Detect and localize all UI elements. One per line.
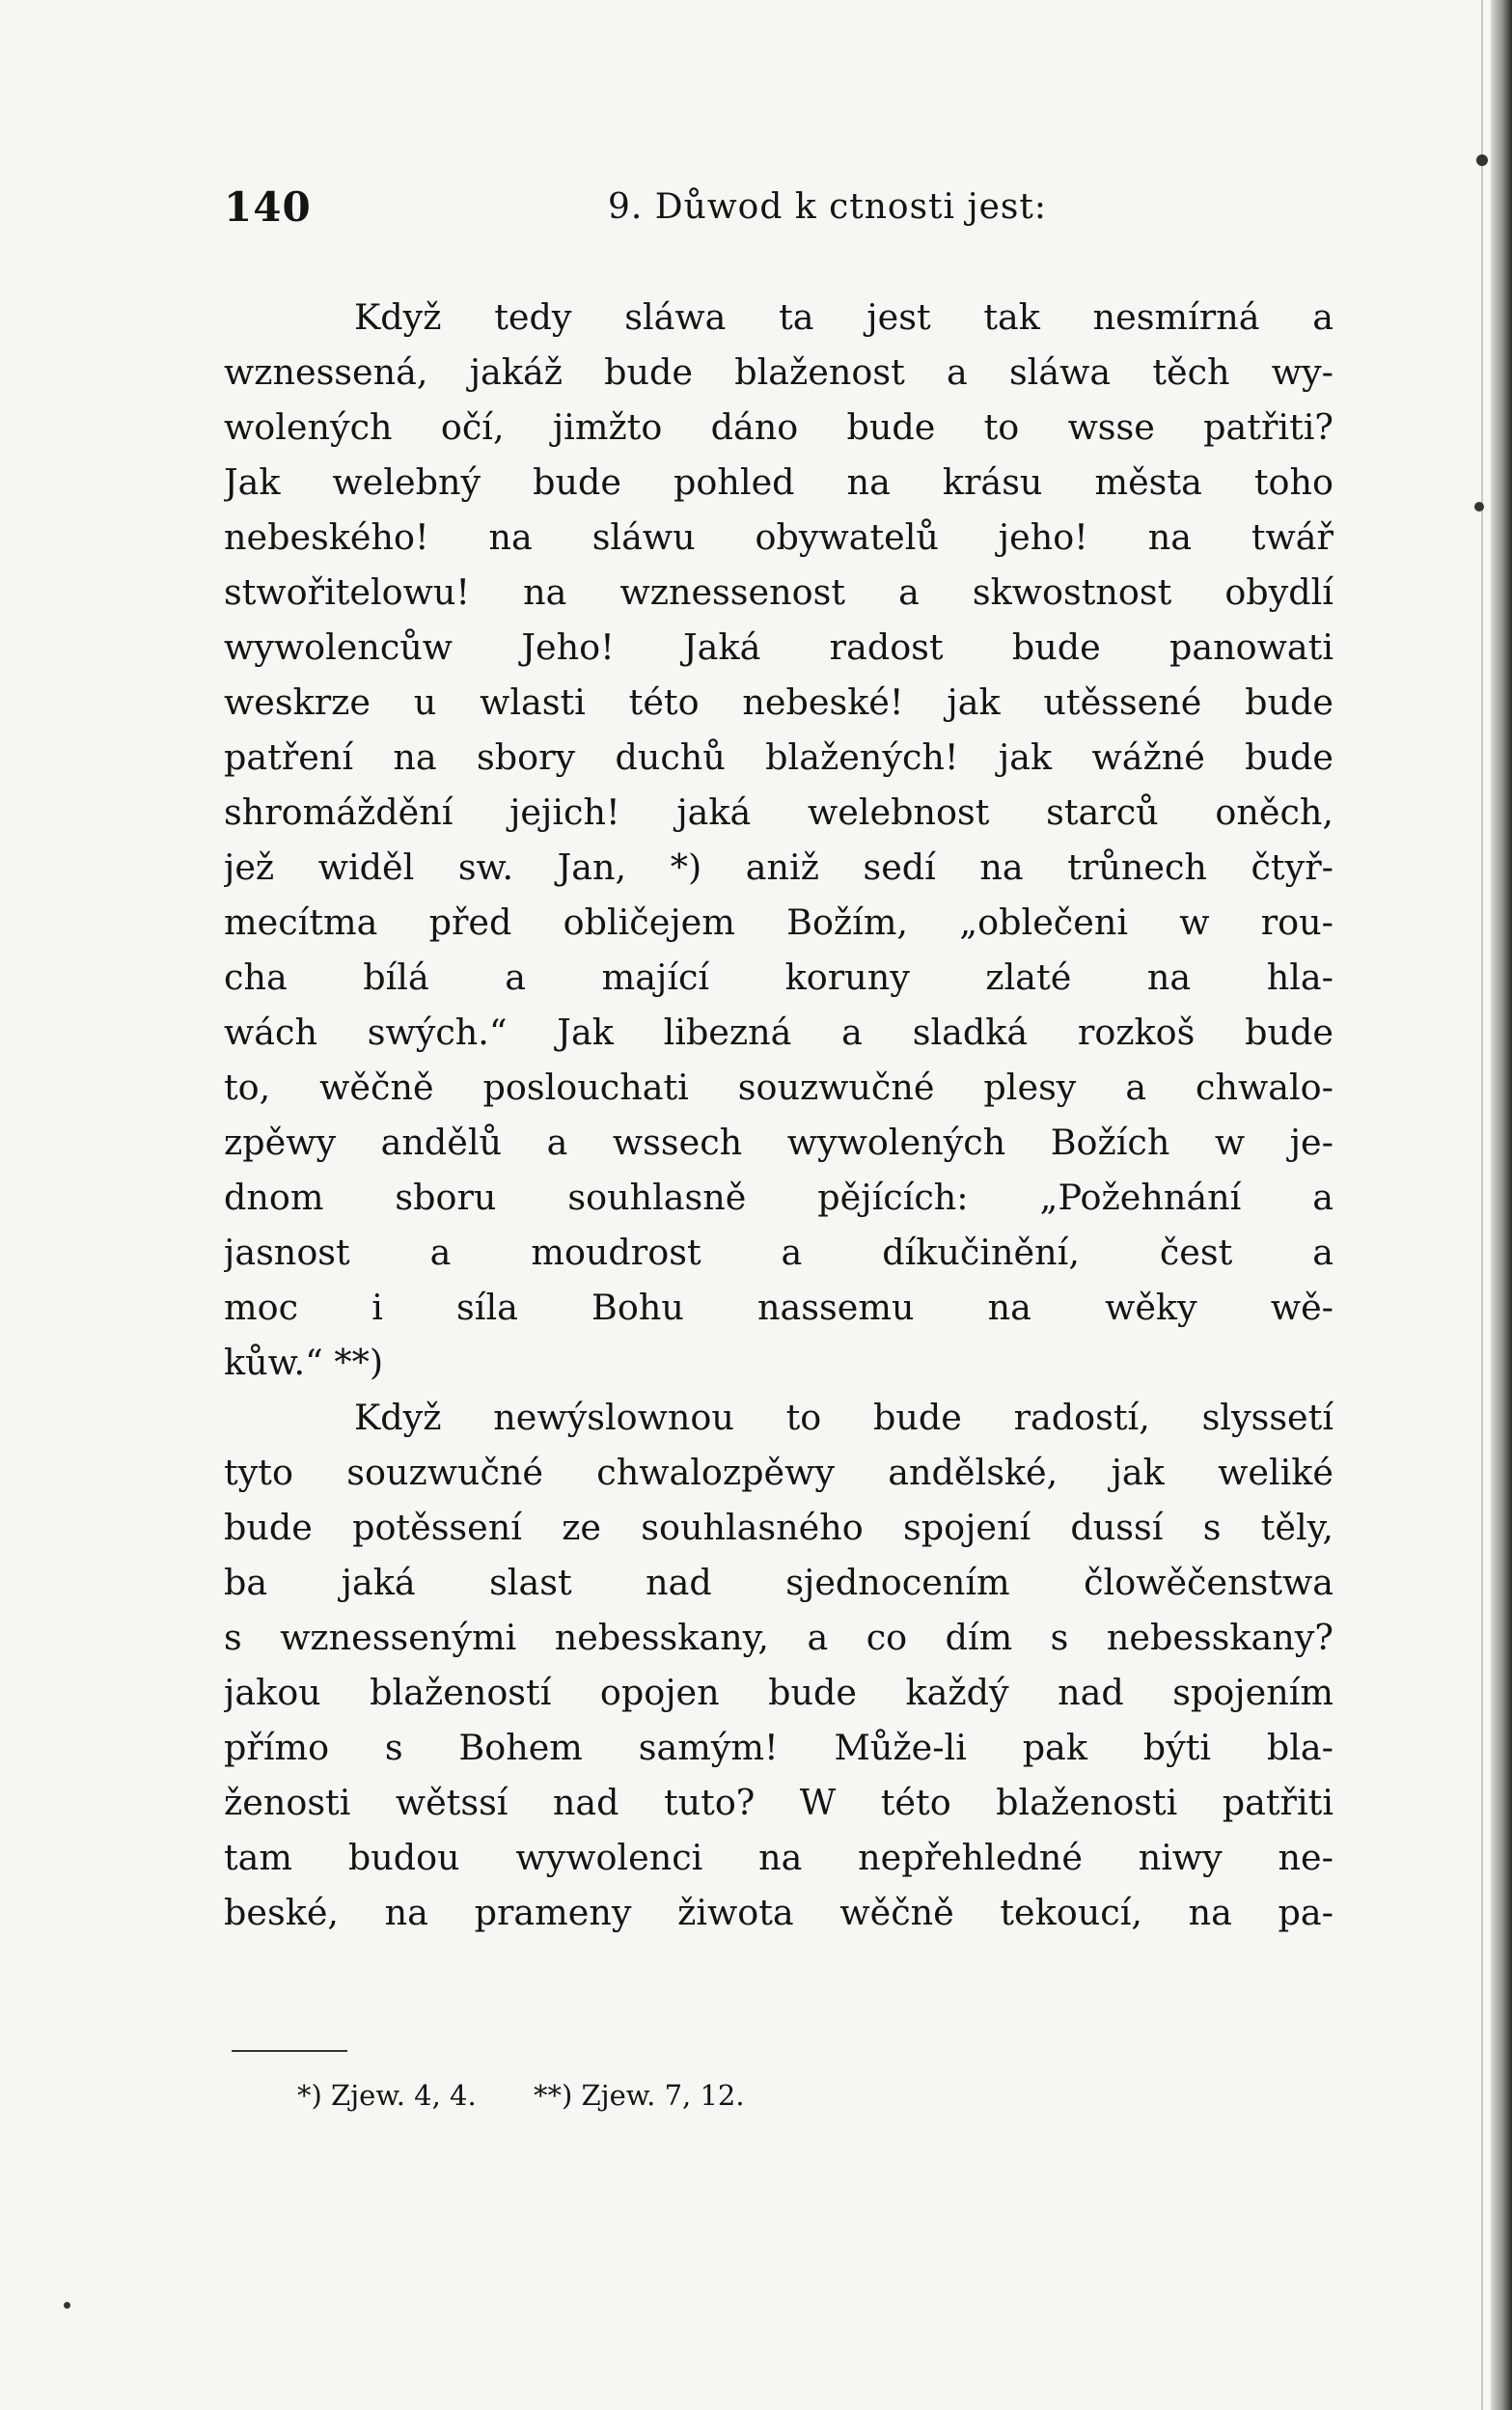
text-line: wznessená, jakáž bude blaženost a sláwa těch wy-: [224, 351, 1333, 393]
text-line: jasnost a moudrost a díkučinění, čest a: [224, 1232, 1333, 1273]
text-line: dnom sboru souhlasně pějících: „Požehnání a: [224, 1177, 1333, 1218]
text-line: moc i síla Bohu nassemu na wěky wě-: [224, 1287, 1333, 1328]
text-line: Jak welebný bude pohled na krásu města toho: [224, 461, 1333, 503]
text-line: ženosti wětssí nad tuto? W této blaženosti patřiti: [224, 1782, 1333, 1823]
page-edge-shadow: [1491, 0, 1512, 2410]
scan-speck: [1474, 502, 1484, 512]
footnote-1: *) Zjew. 4, 4.: [297, 2079, 477, 2112]
scan-speck: [64, 2302, 70, 2309]
footnote-2: **) Zjew. 7, 12.: [533, 2079, 745, 2112]
text-line: to, wěčně poslouchati souzwučné plesy a chwalo-: [224, 1066, 1333, 1108]
text-line: mecítma před obličejem Božím, „oblečeni w rou-: [224, 901, 1333, 943]
text-line: shromáždění jejich! jaká welebnost starců oněch,: [224, 791, 1333, 833]
text-line: weskrze u wlasti této nebeské! jak utěssené bude: [224, 681, 1333, 723]
page-number: 140: [224, 183, 312, 231]
body-text: [224, 290, 1333, 1940]
scan-speck: [1476, 154, 1488, 166]
text-line: jež widěl sw. Jan, *) aniž sedí na trůnech čtyř-: [224, 846, 1333, 888]
text-line: jakou blažeností opojen bude každý nad spojením: [224, 1672, 1333, 1713]
page-header: [224, 183, 1333, 251]
text-line: ba jaká slast nad sjednocením člowěčenstwa: [224, 1562, 1333, 1603]
footnote-separator: [232, 2050, 347, 2052]
text-line: kůw.“ **): [224, 1342, 384, 1383]
text-line: tyto souzwučné chwalozpěwy andělské, jak weliké: [224, 1452, 1333, 1493]
text-line: wywolencůw Jeho! Jaká radost bude panowati: [224, 626, 1333, 668]
running-title: 9. Důwod k ctnosti jest:: [608, 187, 1047, 227]
text-line: cha bílá a mající koruny zlaté na hla-: [224, 956, 1333, 998]
text-line: patření na sbory duchů blažených! jak wážné bude: [224, 736, 1333, 778]
text-line: Když newýslownou to bude radostí, slyssetí: [354, 1397, 1333, 1438]
text-line: stwořitelowu! na wznessenost a skwostnost obydlí: [224, 571, 1333, 613]
text-line: bude potěssení ze souhlasného spojení dussí s těly,: [224, 1507, 1333, 1548]
footnotes: [297, 2079, 793, 2112]
text-line: s wznessenými nebesskany, a co dím s nebesskany?: [224, 1617, 1333, 1658]
text-line: wách swých.“ Jak libezná a sladká rozkoš bude: [224, 1011, 1333, 1053]
text-line: přímo s Bohem samým! Může-li pak býti bla-: [224, 1727, 1333, 1768]
text-line: beské, na prameny žiwota wěčně tekoucí, na pa-: [224, 1892, 1333, 1933]
page-edge-line: [1481, 0, 1483, 2410]
text-line: Když tedy sláwa ta jest tak nesmírná a: [354, 296, 1333, 338]
text-line: wolených očí, jimžto dáno bude to wsse patřiti?: [224, 406, 1333, 448]
text-line: nebeského! na sláwu obywatelů jeho! na twář: [224, 516, 1333, 558]
text-line: zpěwy andělů a wssech wywolených Božích w je-: [224, 1122, 1333, 1163]
text-line: tam budou wywolenci na nepřehledné niwy ne-: [224, 1837, 1333, 1878]
